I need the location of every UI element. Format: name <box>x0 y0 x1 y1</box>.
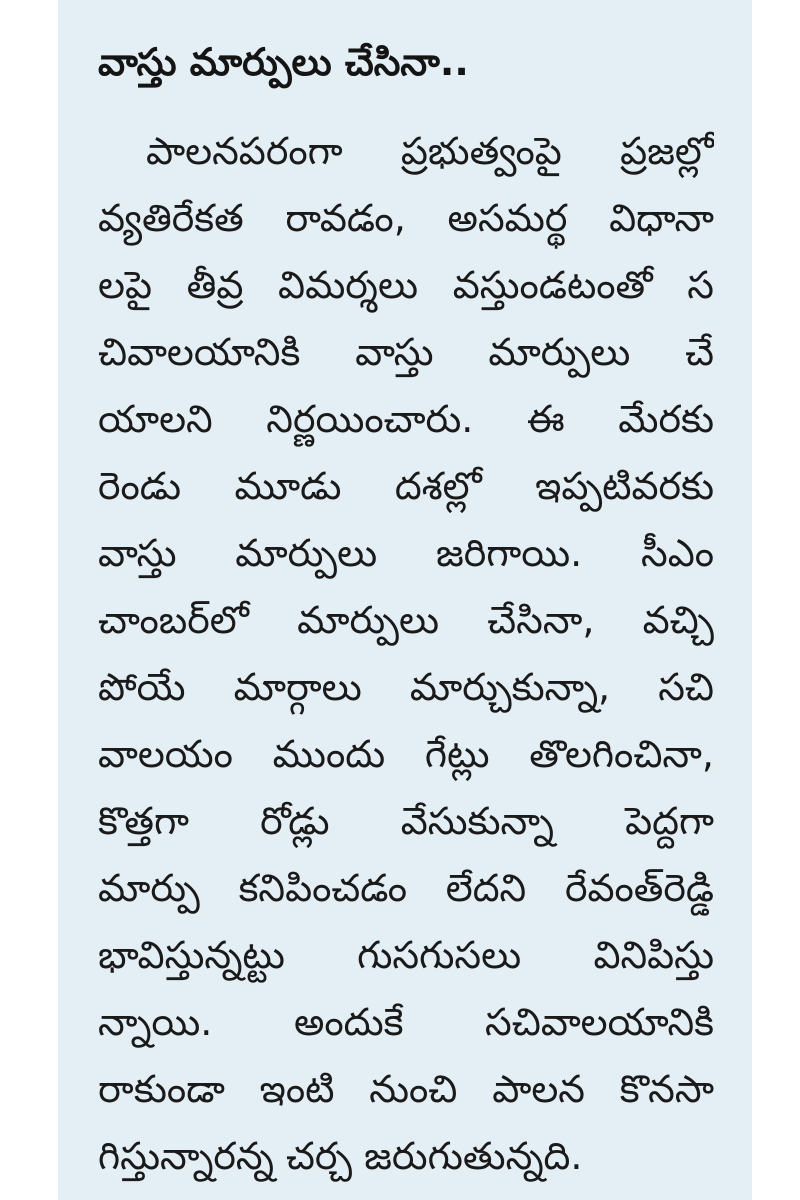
body-line: వాలయం ముందు గేట్లు తొలగించినా, <box>98 732 714 776</box>
body-line: లపై తీవ్ర విమర్శలు వస్తుండటంతో స <box>98 263 714 307</box>
body-line: పోయే మార్గాలు మార్చుకున్నా, సచి <box>98 665 714 709</box>
body-line: వాస్తు మార్పులు జరిగాయి. సీఎం <box>98 531 714 575</box>
body-line: వ్యతిరేకత రావడం, అసమర్థ విధానా <box>98 196 714 240</box>
body-line: కొత్తగా రోడ్లు వేసుకున్నా పెద్దగా <box>98 799 714 843</box>
body-line: యాలని నిర్ణయించారు. ఈ మేరకు <box>98 397 714 441</box>
article-headline: వాస్తు మార్పులు చేసినా.. <box>98 40 469 84</box>
body-line: చాంబర్‌లో మార్పులు చేసినా, వచ్చి <box>98 598 714 642</box>
body-line: రాకుండా ఇంటి నుంచి పాలన కొనసా <box>98 1067 714 1111</box>
body-line: భావిస్తున్నట్టు గుసగుసలు వినిపిస్తు <box>98 933 714 977</box>
body-line: చివాలయానికి వాస్తు మార్పులు చే <box>98 330 714 374</box>
article-body <box>98 118 714 1190</box>
body-line: గిస్తున్నారన్న చర్చ జరుగుతున్నది. <box>98 1134 583 1178</box>
body-line: న్నాయి. అందుకే సచివాలయానికి <box>98 1000 714 1044</box>
body-line: పాలనపరంగా ప్రభుత్వంపై ప్రజల్లో <box>146 129 714 173</box>
body-line: రెండు మూడు దశల్లో ఇప్పటివరకు <box>98 464 714 508</box>
body-line: మార్పు కనిపించడం లేదని రేవంత్‌రెడ్డి <box>98 866 714 910</box>
